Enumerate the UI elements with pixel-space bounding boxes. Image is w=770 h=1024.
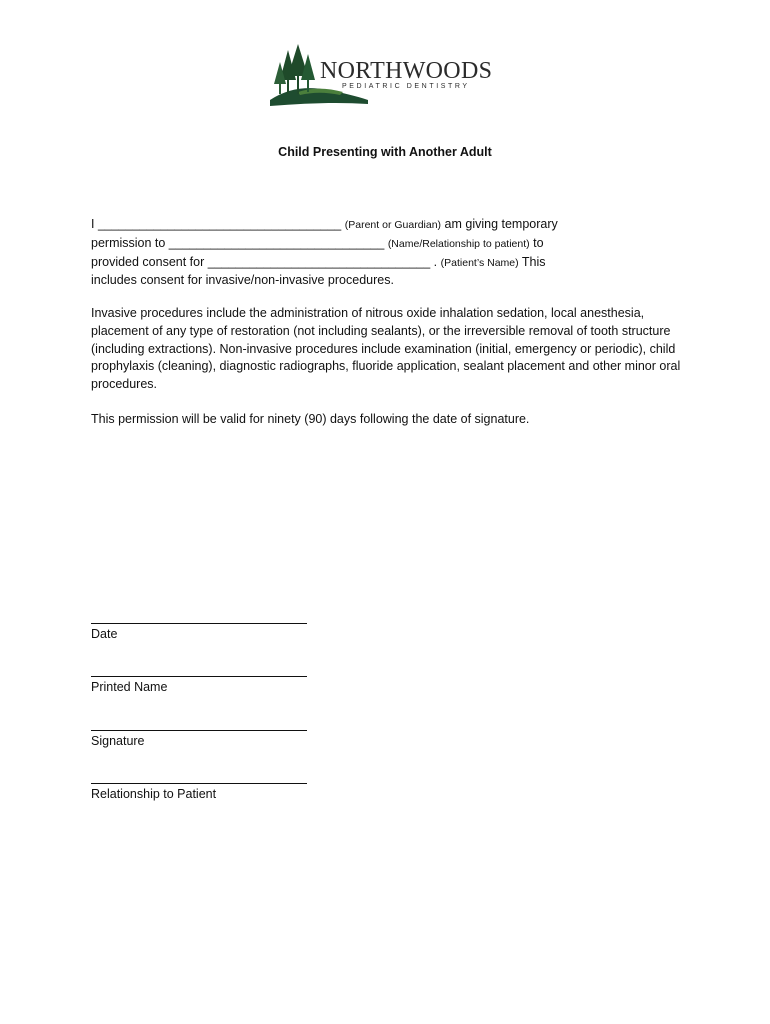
designee-name-blank: permission to _______________________________ bbox=[91, 235, 385, 250]
signature-field-date[interactable] bbox=[91, 611, 307, 642]
logo-wordmark: NORTHWOODS bbox=[320, 58, 493, 84]
printed-name-line[interactable] bbox=[91, 664, 307, 677]
consent-line-2 bbox=[91, 235, 691, 254]
relationship-line[interactable] bbox=[91, 771, 307, 784]
northwoods-logo bbox=[268, 40, 493, 110]
logo-tagline: PEDIATRIC DENTISTRY bbox=[342, 83, 470, 90]
signature-label: Signature bbox=[91, 734, 145, 748]
signature-line[interactable] bbox=[91, 718, 307, 731]
signature-field-relationship[interactable] bbox=[91, 771, 307, 802]
guardian-name-blank: I ___________________________________ bbox=[91, 217, 342, 231]
consent-text: to bbox=[533, 235, 544, 250]
consent-line-3 bbox=[91, 254, 691, 273]
consent-line-4: includes consent for invasive/non-invasive procedures. bbox=[91, 273, 394, 288]
consent-text: This bbox=[521, 254, 546, 269]
patient-label: (Patient’s Name) bbox=[440, 256, 519, 269]
patient-name-blank: provided consent for ________________________________ . bbox=[91, 254, 438, 269]
validity-paragraph: This permission will be valid for ninety (90) days following the date of signature. bbox=[91, 412, 530, 426]
guardian-label: (Parent or Guardian) bbox=[344, 219, 442, 231]
printed-name-label: Printed Name bbox=[91, 680, 168, 694]
consent-paragraph bbox=[91, 216, 691, 290]
date-line[interactable] bbox=[91, 611, 307, 624]
consent-text: am giving temporary bbox=[444, 217, 558, 231]
relationship-label: Relationship to Patient bbox=[91, 787, 217, 801]
date-label: Date bbox=[91, 627, 118, 641]
designee-label: (Name/Relationship to patient) bbox=[387, 237, 530, 250]
signature-field-signature[interactable] bbox=[91, 718, 307, 749]
procedures-paragraph: Invasive procedures include the administration of nitrous oxide inhalation sedation, local anesthesia, placement of any type of restoration (not including sealants), or the irreversible removal of tooth structure (including extractions). Non-invasive procedures include examination (initial, emergency or periodic), child prophylaxis (cleaning), diagnostic radiographs, fluoride application, sealant placement and other minor oral procedures. bbox=[91, 306, 681, 392]
consent-line-1 bbox=[91, 216, 691, 235]
signature-field-printed-name[interactable] bbox=[91, 664, 307, 695]
document-title: Child Presenting with Another Adult bbox=[278, 145, 492, 159]
